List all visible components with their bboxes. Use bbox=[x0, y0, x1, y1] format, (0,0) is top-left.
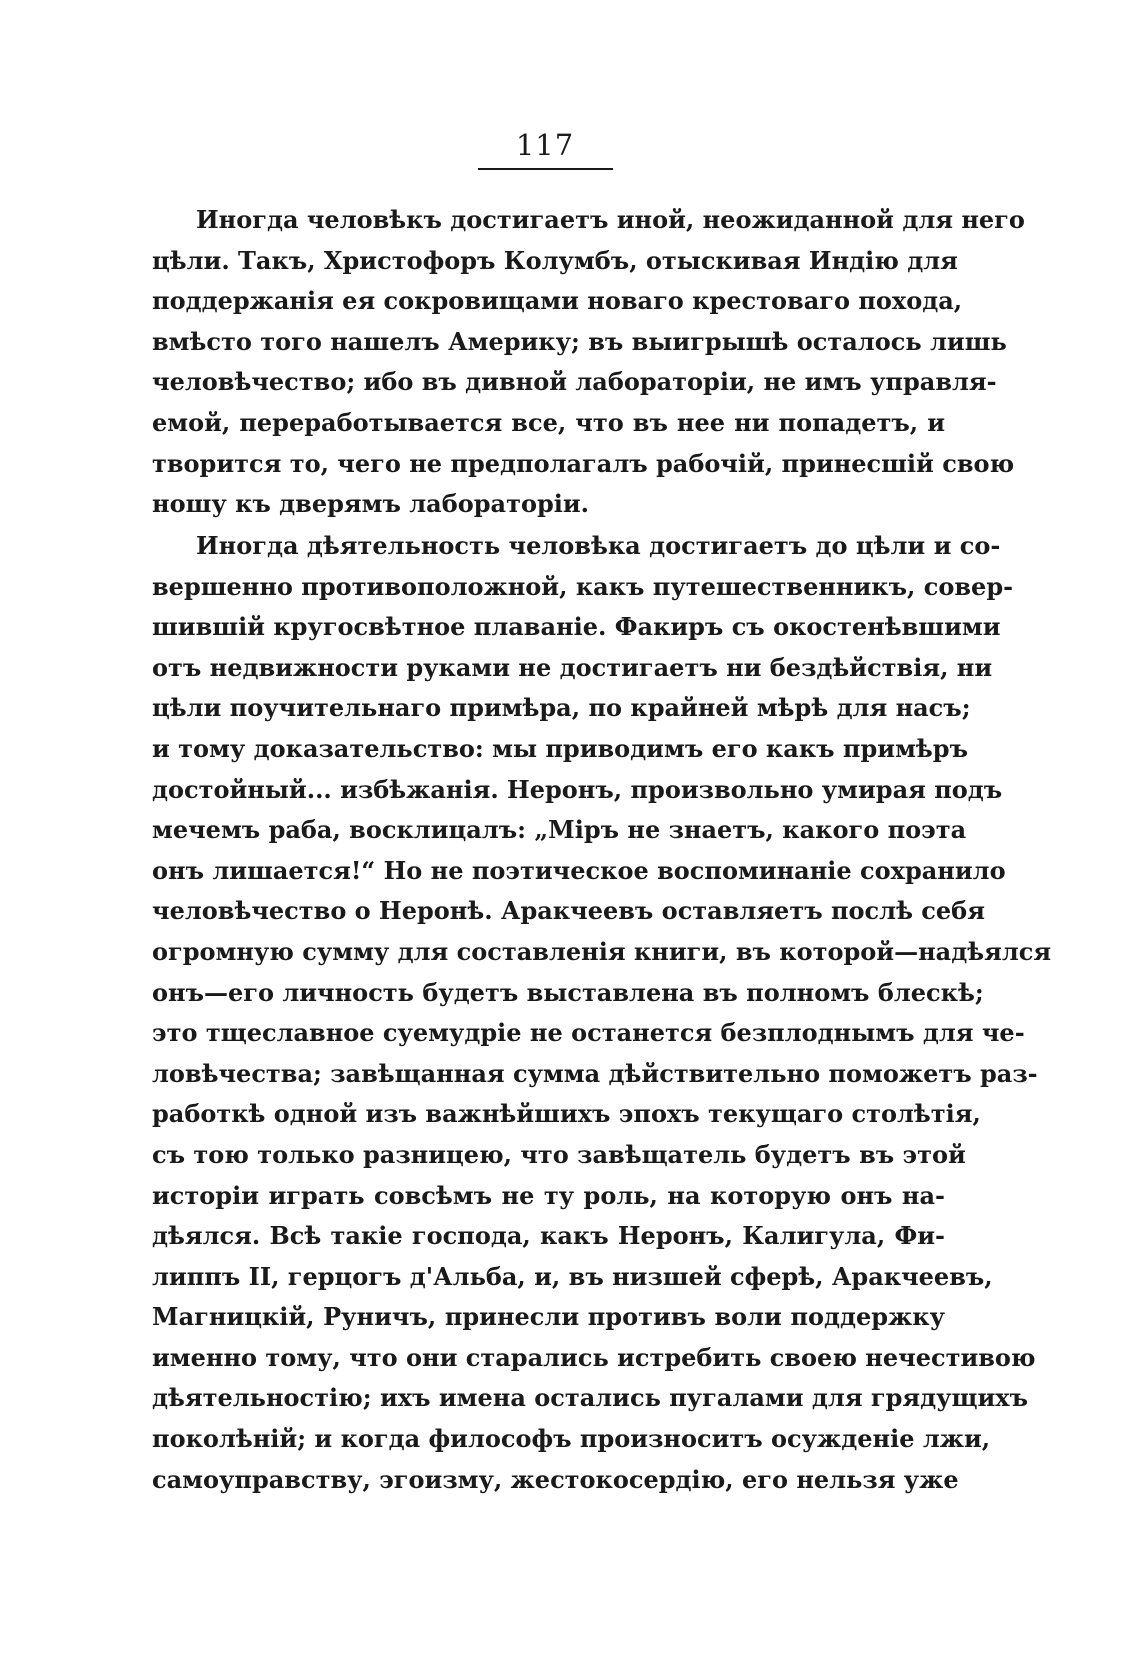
text-line: ношу къ дверямъ лабораторіи. bbox=[152, 489, 590, 519]
text-line: отъ недвижности руками не достигаетъ ни бездѣйствія, ни bbox=[152, 652, 993, 682]
text-line: дѣялся. Всѣ такіе господа, какъ Неронъ, Калигула, Фи- bbox=[152, 1221, 945, 1251]
text-line: работкѣ одной изъ важнѣйшихъ эпохъ текущаго столѣтія, bbox=[152, 1099, 981, 1129]
page-number: 117 bbox=[515, 128, 575, 162]
text-line: Магницкій, Руничъ, принесли противъ воли поддержку bbox=[152, 1302, 945, 1332]
text-line: именно тому, что они старались истребить своею нечестивою bbox=[152, 1342, 1036, 1372]
text-line: цѣли поучительнаго примѣра, по крайней мѣрѣ для насъ; bbox=[152, 693, 971, 723]
text-line: емой, переработывается все, что въ нее ни попадетъ, и bbox=[152, 407, 945, 437]
text-line: человѣчество; ибо въ дивной лабораторіи, не имъ управля- bbox=[152, 367, 997, 397]
text-line: мечемъ раба, восклицалъ: „Міръ не знаетъ, какого поэта bbox=[152, 815, 967, 845]
header-rule bbox=[478, 168, 613, 170]
text-line: съ тою только разницею, что завѣщатель будетъ въ этой bbox=[152, 1139, 966, 1169]
text-line: и тому доказательство: мы приводимъ его какъ примѣръ bbox=[152, 733, 968, 763]
text-line: Иногда дѣятельность человѣка достигаетъ до цѣли и со- bbox=[196, 531, 1001, 560]
text-line: человѣчество о Неронѣ. Аракчеевъ оставляетъ послѣ себя bbox=[152, 896, 985, 926]
text-line: творится то, чего не предполагалъ рабочій, принесшій свою bbox=[152, 448, 1015, 478]
text-line: достойный... избѣжанія. Неронъ, произвольно умирая подъ bbox=[152, 774, 1003, 804]
text-line: поколѣній; и когда философъ произноситъ осужденіе лжи, bbox=[152, 1424, 991, 1454]
text-line: ловѣчества; завѣщанная сумма дѣйствительно поможетъ раз- bbox=[152, 1058, 1038, 1088]
text-line: Иногда человѣкъ достигаетъ иной, неожиданной для него bbox=[196, 205, 1025, 234]
text-line: поддержанія ея сокровищами новаго крестоваго похода, bbox=[152, 286, 963, 316]
text-line: дѣятельностію; ихъ имена остались пугалами для грядущихъ bbox=[152, 1383, 1028, 1413]
paragraph-1 bbox=[152, 200, 1025, 525]
text-line: вмѣсто того нашелъ Америку; въ выигрышѣ осталось лишь bbox=[152, 326, 1007, 356]
text-line: липпъ II, герцогъ д'Альба, и, въ низшей сферѣ, Аракчеевъ, bbox=[152, 1261, 993, 1291]
text-line: шившій кругосвѣтное плаваніе. Факиръ съ окостенѣвшими bbox=[152, 612, 1001, 642]
paragraph-2 bbox=[152, 526, 1052, 1500]
text-line: огромную сумму для составленія книги, въ которой—надѣялся bbox=[152, 936, 1052, 966]
text-line: вершенно противоположной, какъ путешественникъ, совер- bbox=[152, 571, 1014, 601]
text-line: исторіи играть совсѣмъ не ту роль, на которую онъ на- bbox=[152, 1180, 945, 1210]
text-line: онъ лишается!“ Но не поэтическое воспоминаніе сохранило bbox=[152, 855, 1006, 885]
text-line: самоуправству, эгоизму, жестокосердію, его нельзя уже bbox=[152, 1464, 959, 1494]
text-line: онъ—его личность будетъ выставлена въ полномъ блескѣ; bbox=[152, 977, 984, 1007]
text-line: это тщеславное суемудріе не останется безплоднымъ для че- bbox=[152, 1018, 1025, 1048]
text-line: цѣли. Такъ, Христофоръ Колумбъ, отыскивая Индію для bbox=[152, 245, 958, 275]
